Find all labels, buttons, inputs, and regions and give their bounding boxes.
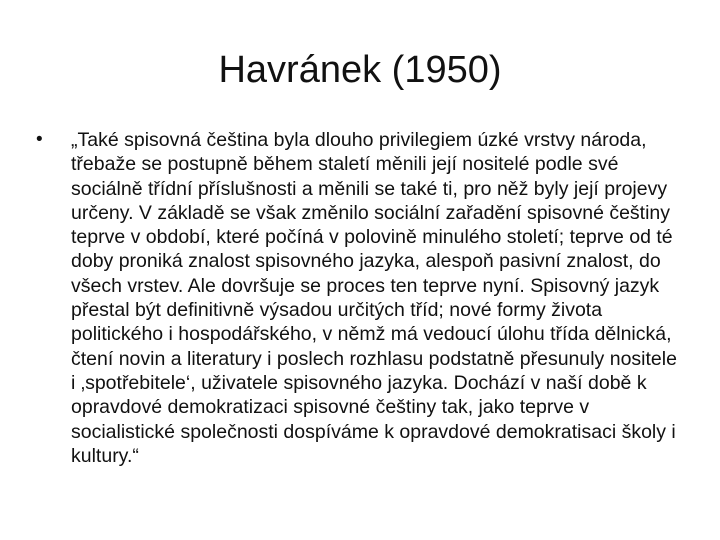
quote-bullet-item	[36, 128, 686, 468]
slide-title: Havránek (1950)	[218, 49, 502, 91]
bullet-list	[36, 128, 686, 468]
bullet-icon: •	[36, 129, 43, 150]
quote-text: „Také spisovná čeština byla dlouho privilegiem úzké vrstvy národa, třebaže se postupně během staletí měnili její nositelé podle své sociálně třídní příslušnosti a měnili se také ti, pro něž byly její projevy určeny. V základě se však změnilo sociální zařadění spisovné češtiny teprve v období, které počíná v polovině minulého století; teprve od té doby proniká znalost spisovného jazyka, alespoň pasivní znalost, do všech vrstev. Ale dovršuje se proces ten teprve nyní. Spisovný jazyk přestal být definitivně výsadou určitých tříd; nové formy života politického i hospodářského, v němž má vedoucí úlohu třída dělnická, čtení novin a literatury i poslech rozhlasu podstatně přesunuly nositele i ‚spotřebitele‘, uživatele spisovného jazyka. Dochází v naší době k opravdové demokratizaci spisovné češtiny tak, jako teprve v socialistické společnosti dospíváme k opravdové demokratisaci školy i kultury.“	[71, 129, 677, 467]
